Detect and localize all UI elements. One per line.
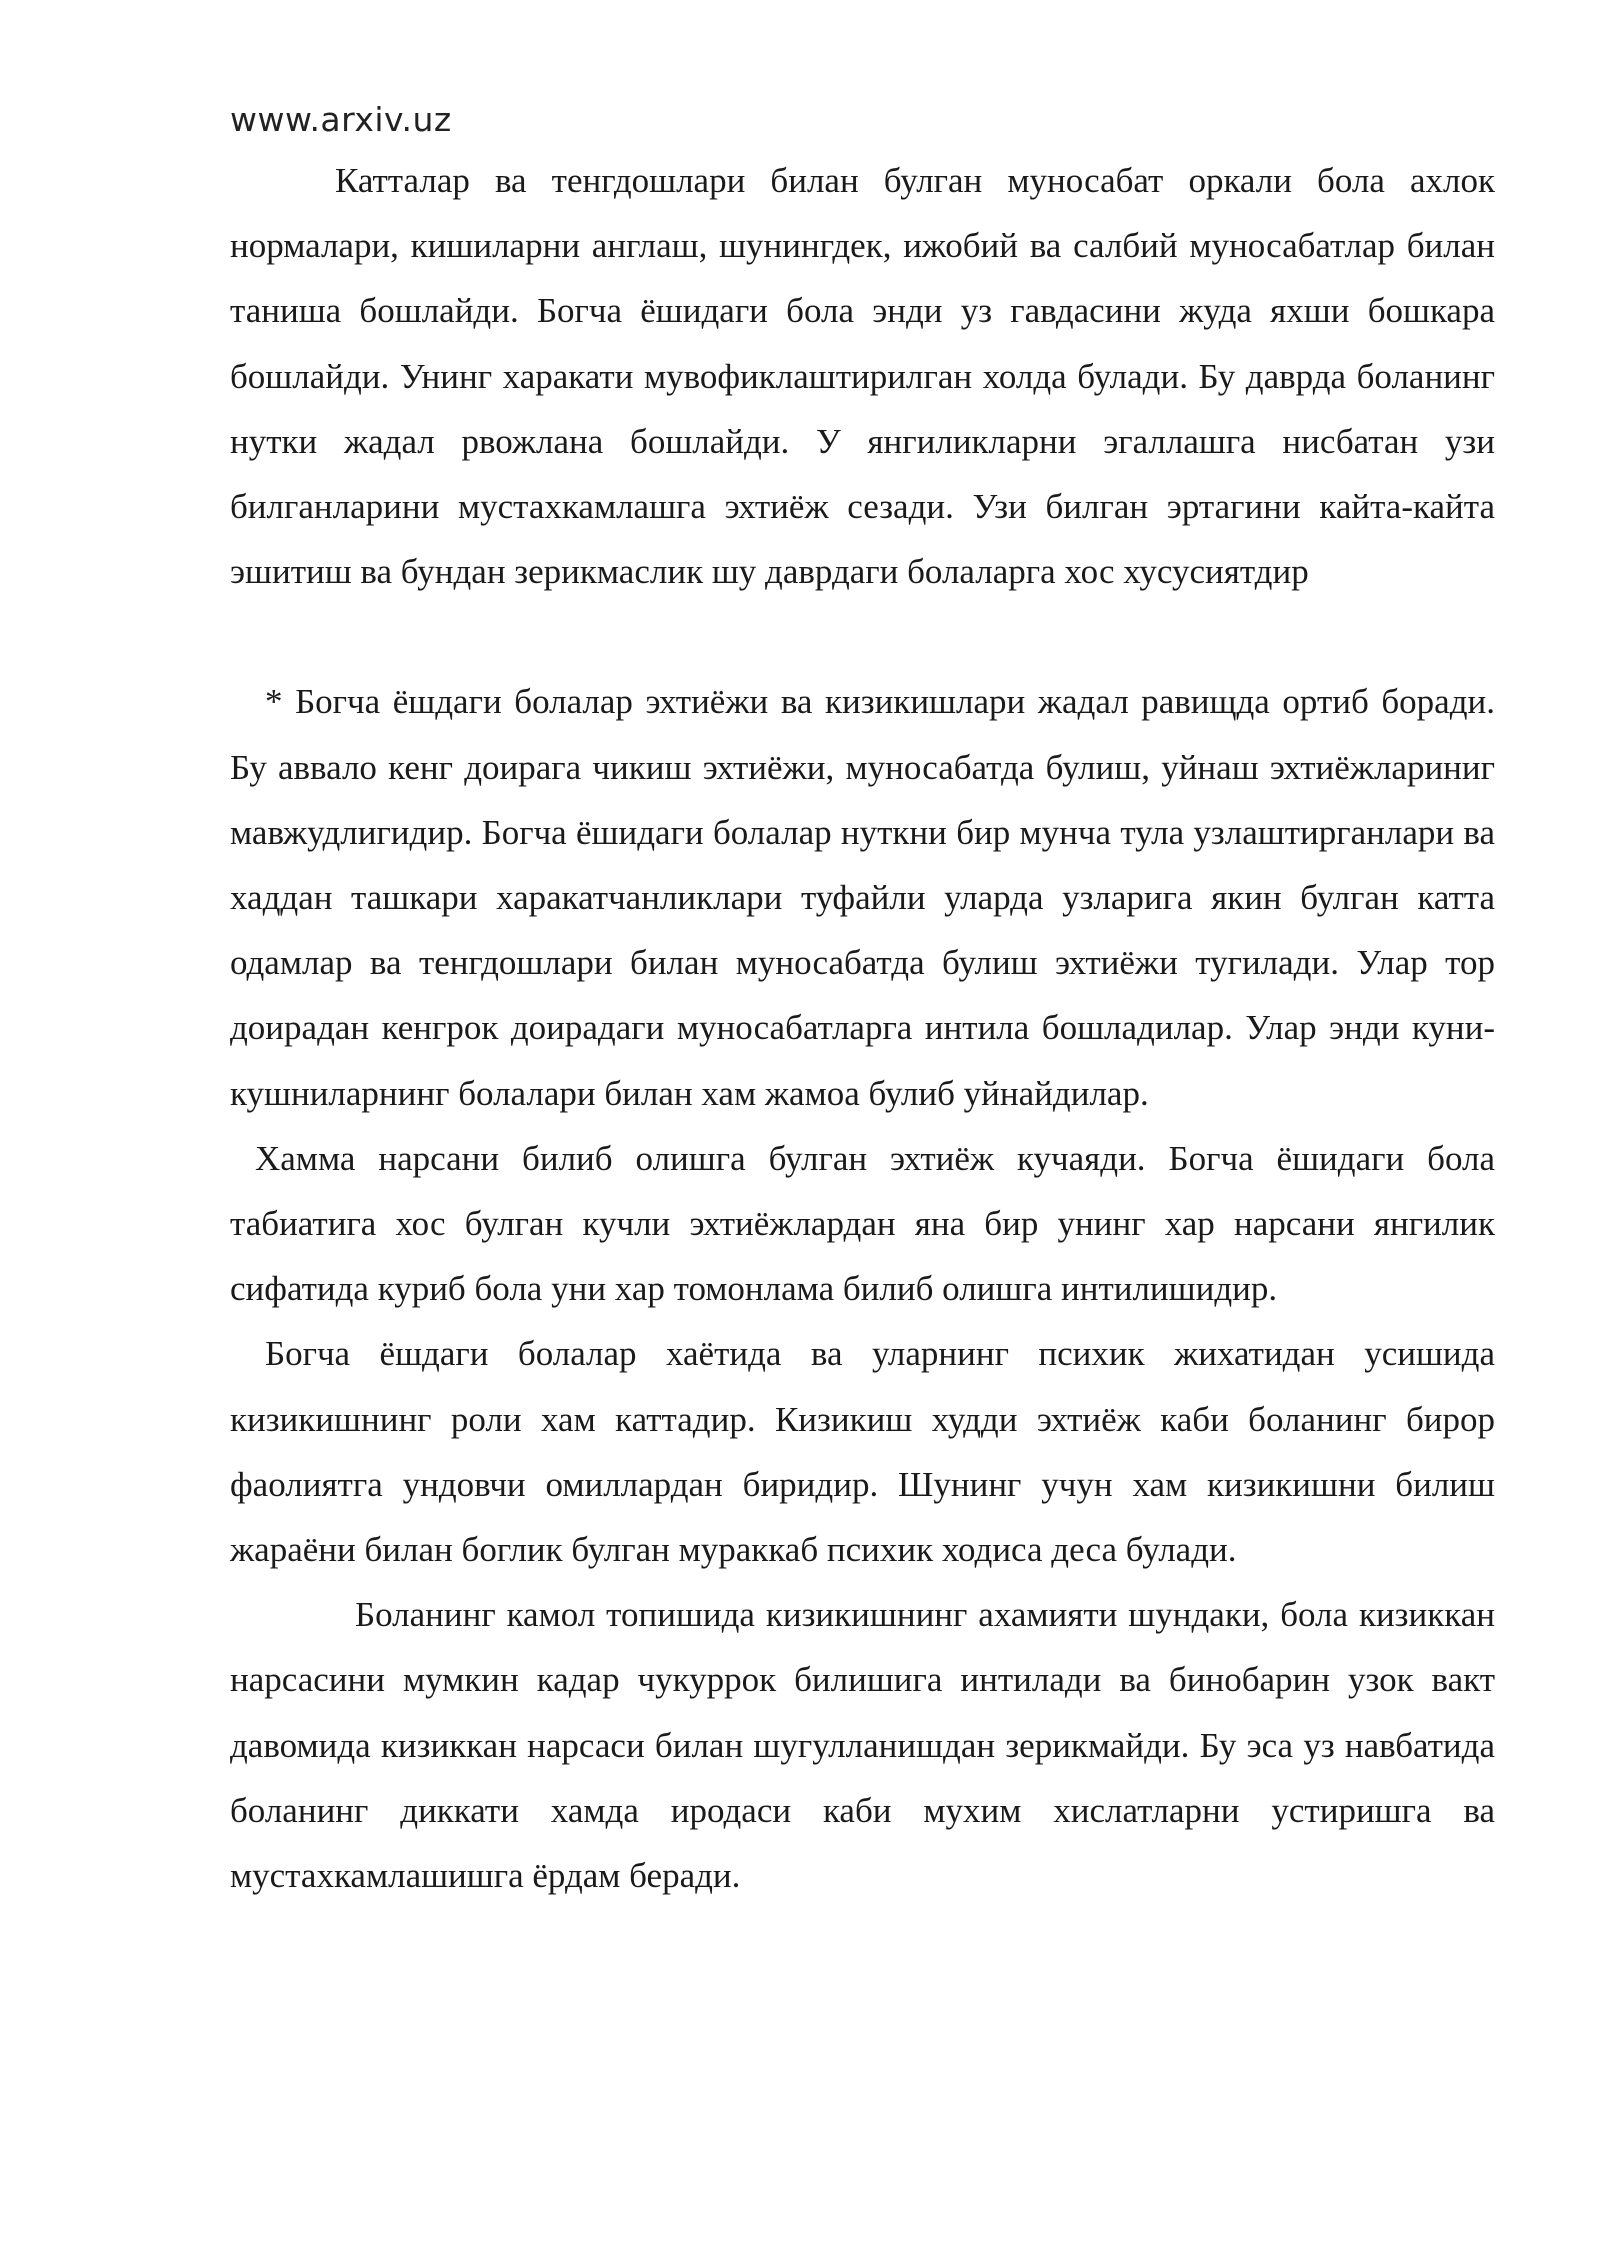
paragraph-2: * Богча ёшдаги болалар эхтиёжи ва кизикишлари жадал равищда ортиб боради. Бу аввало кенг доирага чикиш эхтиёжи, муносабатда булиш, уйнаш эхтиёжлариниг мавжудлигидир. Богча ёшидаги болалар нуткни бир мунча тула узлаштирганлари ва хаддан ташкари харакатчанликлари туфайли уларда узларига якин булган катта одамлар ва тенгдошлари билан муносабатда булиш эхтиёжи тугилади. Улар тор доирадан кенгрок доирадаги муносабатларга интила бошладилар. Улар энди куни-кушниларнинг болалари билан хам жамоа булиб уйнайдилар. [230,682,1495,1113]
paragraph-5: Боланинг камол топишида кизикишнинг ахамияти шундаки, бола кизиккан нарсасини мумкин кадар чукуррок билишига интилади ва бинобарин узок вакт давомида кизиккан нарсаси билан шугулланишдан зерикмайди. Бу эса уз навбатида боланинг диккати хамда иродаси каби мухим хислатларни устиришга ва мустахкамлашишга ёрдам беради. [230,1595,1495,1896]
paragraph-1: Катталар ва тенгдошлари билан булган муносабат оркали бола ахлок нормалари, кишиларни англаш, шунингдек, ижобий ва салбий муносабатлар билан таниша бошлайди. Богча ёшидаги бола энди уз гавдасини жуда яхши бошкара бошлайди. Унинг харакати мувофиклаштирилган холда булади. Бу даврда боланинг нутки жадал рвожлана бошлайди. У янгиликларни эгаллашга нисбатан узи билганларини мустахкамлашга эхтиёж сезади. Узи билган эртагини кайта-кайта эшитиш ва бундан зерикмаслик шу даврдаги болаларга хос хусусиятдир [230,161,1495,592]
site-header: www.arxiv.uz [230,100,452,139]
document-body [230,148,1495,1908]
paragraph-4: Богча ёшдаги болалар хаётида ва уларнинг психик жихатидан усишида кизикишнинг роли хам каттадир. Кизикиш худди эхтиёж каби боланинг бирор фаолиятга ундовчи омиллардан биридир. Шунинг учун хам кизикишни билиш жараёни билан боглик булган мураккаб психик ходиса деса булади. [230,1334,1495,1570]
paragraph-3: Хамма нарсани билиб олишга булган эхтиёж кучаяди. Богча ёшидаги бола табиатига хос булган кучли эхтиёжлардан яна бир унинг хар нарсани янгилик сифатида куриб бола уни хар томонлама билиб олишга интилишидир. [230,1138,1495,1309]
